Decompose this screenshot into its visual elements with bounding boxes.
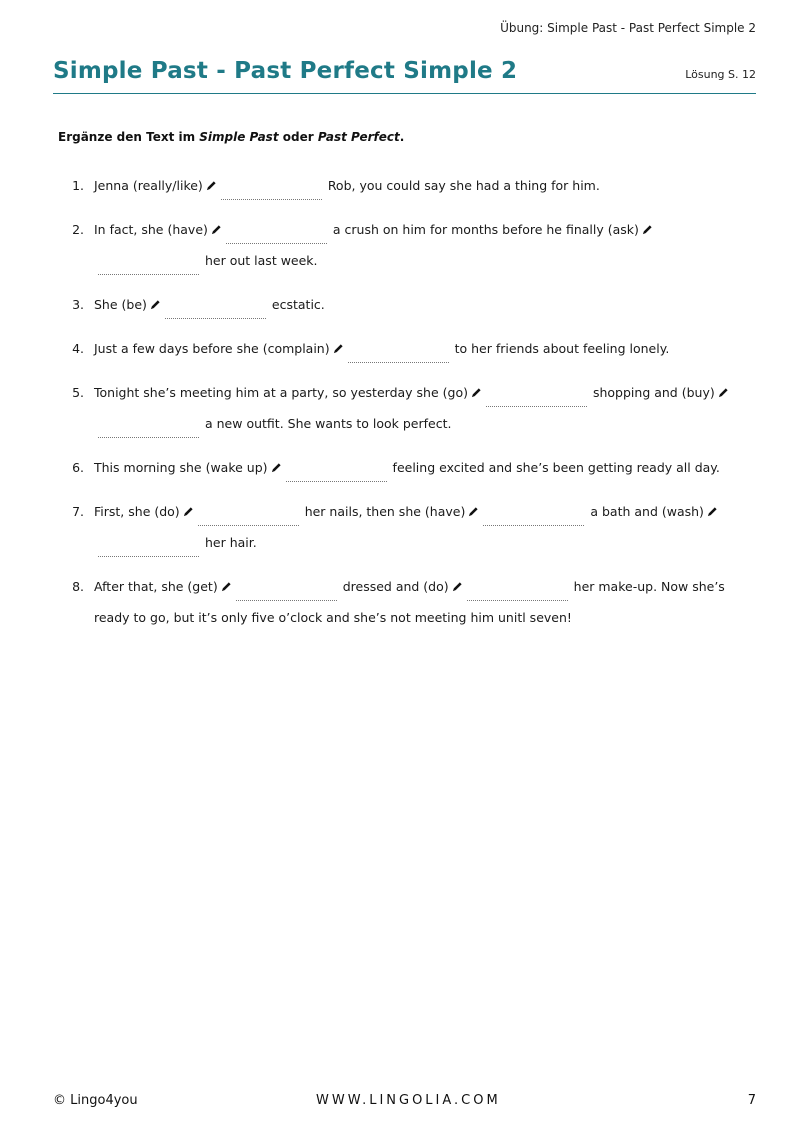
item-number: 2. <box>72 222 84 237</box>
answer-blank[interactable] <box>98 536 199 557</box>
title-divider <box>53 93 756 94</box>
exercise-item: 6. This morning she (wake up) feeling excited and she’s been getting ready all day. <box>56 452 756 483</box>
pencil-icon <box>468 506 479 517</box>
answer-blank[interactable] <box>165 298 266 319</box>
answer-blank[interactable] <box>236 580 337 601</box>
answer-blank[interactable] <box>483 505 584 526</box>
pencil-icon <box>718 387 729 398</box>
pencil-icon <box>183 506 194 517</box>
copyright-icon: © <box>53 1093 66 1108</box>
answer-blank[interactable] <box>286 461 387 482</box>
exercise-item: 3. She (be) ecstatic. <box>56 289 756 320</box>
item-number: 4. <box>72 341 84 356</box>
answer-blank[interactable] <box>348 342 449 363</box>
answer-blank[interactable] <box>221 179 322 200</box>
answer-blank[interactable] <box>198 505 299 526</box>
pencil-icon <box>271 462 282 473</box>
exercise-item: 8. After that, she (get) dressed and (do) her make-up. Now she’s ready to go, but it’s only five o’clock and she’s not meeting him unitl seven! <box>56 571 756 633</box>
exercise-list <box>56 170 756 646</box>
exercise-item: 2. In fact, she (have) a crush on him for months before he finally (ask) her out last week. <box>56 214 756 276</box>
answer-blank[interactable] <box>98 254 199 275</box>
answer-blank[interactable] <box>226 223 327 244</box>
copyright-holder: Lingo4you <box>70 1093 138 1108</box>
instruction: Ergänze den Text im Simple Past oder Past Perfect. <box>58 130 405 144</box>
pencil-icon <box>471 387 482 398</box>
pencil-icon <box>642 224 653 235</box>
answer-blank[interactable] <box>98 417 199 438</box>
item-number: 5. <box>72 385 84 400</box>
pencil-icon <box>221 581 232 592</box>
exercise-item: 1. Jenna (really/like) Rob, you could say she had a thing for him. <box>56 170 756 201</box>
pencil-icon <box>206 180 217 191</box>
solution-reference: Lösung S. 12 <box>685 68 756 81</box>
item-number: 7. <box>72 504 84 519</box>
pencil-icon <box>150 299 161 310</box>
pencil-icon <box>452 581 463 592</box>
item-number: 8. <box>72 579 84 594</box>
pencil-icon <box>707 506 718 517</box>
exercise-item: 5. Tonight she’s meeting him at a party, so yesterday she (go) shopping and (buy) a new outfit. She wants to look perfect. <box>56 377 756 439</box>
exercise-label: Übung: Simple Past - Past Perfect Simple 2 <box>500 21 756 35</box>
answer-blank[interactable] <box>486 386 587 407</box>
page-title: Simple Past - Past Perfect Simple 2 <box>53 58 518 84</box>
item-number: 6. <box>72 460 84 475</box>
exercise-item: 4. Just a few days before she (complain) to her friends about feeling lonely. <box>56 333 756 364</box>
item-number: 1. <box>72 178 84 193</box>
page-number: 7 <box>747 1093 756 1108</box>
footer-copyright <box>53 1093 138 1108</box>
pencil-icon <box>211 224 222 235</box>
pencil-icon <box>333 343 344 354</box>
exercise-item: 7. First, she (do) her nails, then she (have) a bath and (wash) her hair. <box>56 496 756 558</box>
footer-website[interactable]: WWW.LINGOLIA.COM <box>316 1093 501 1108</box>
item-number: 3. <box>72 297 84 312</box>
answer-blank[interactable] <box>467 580 568 601</box>
